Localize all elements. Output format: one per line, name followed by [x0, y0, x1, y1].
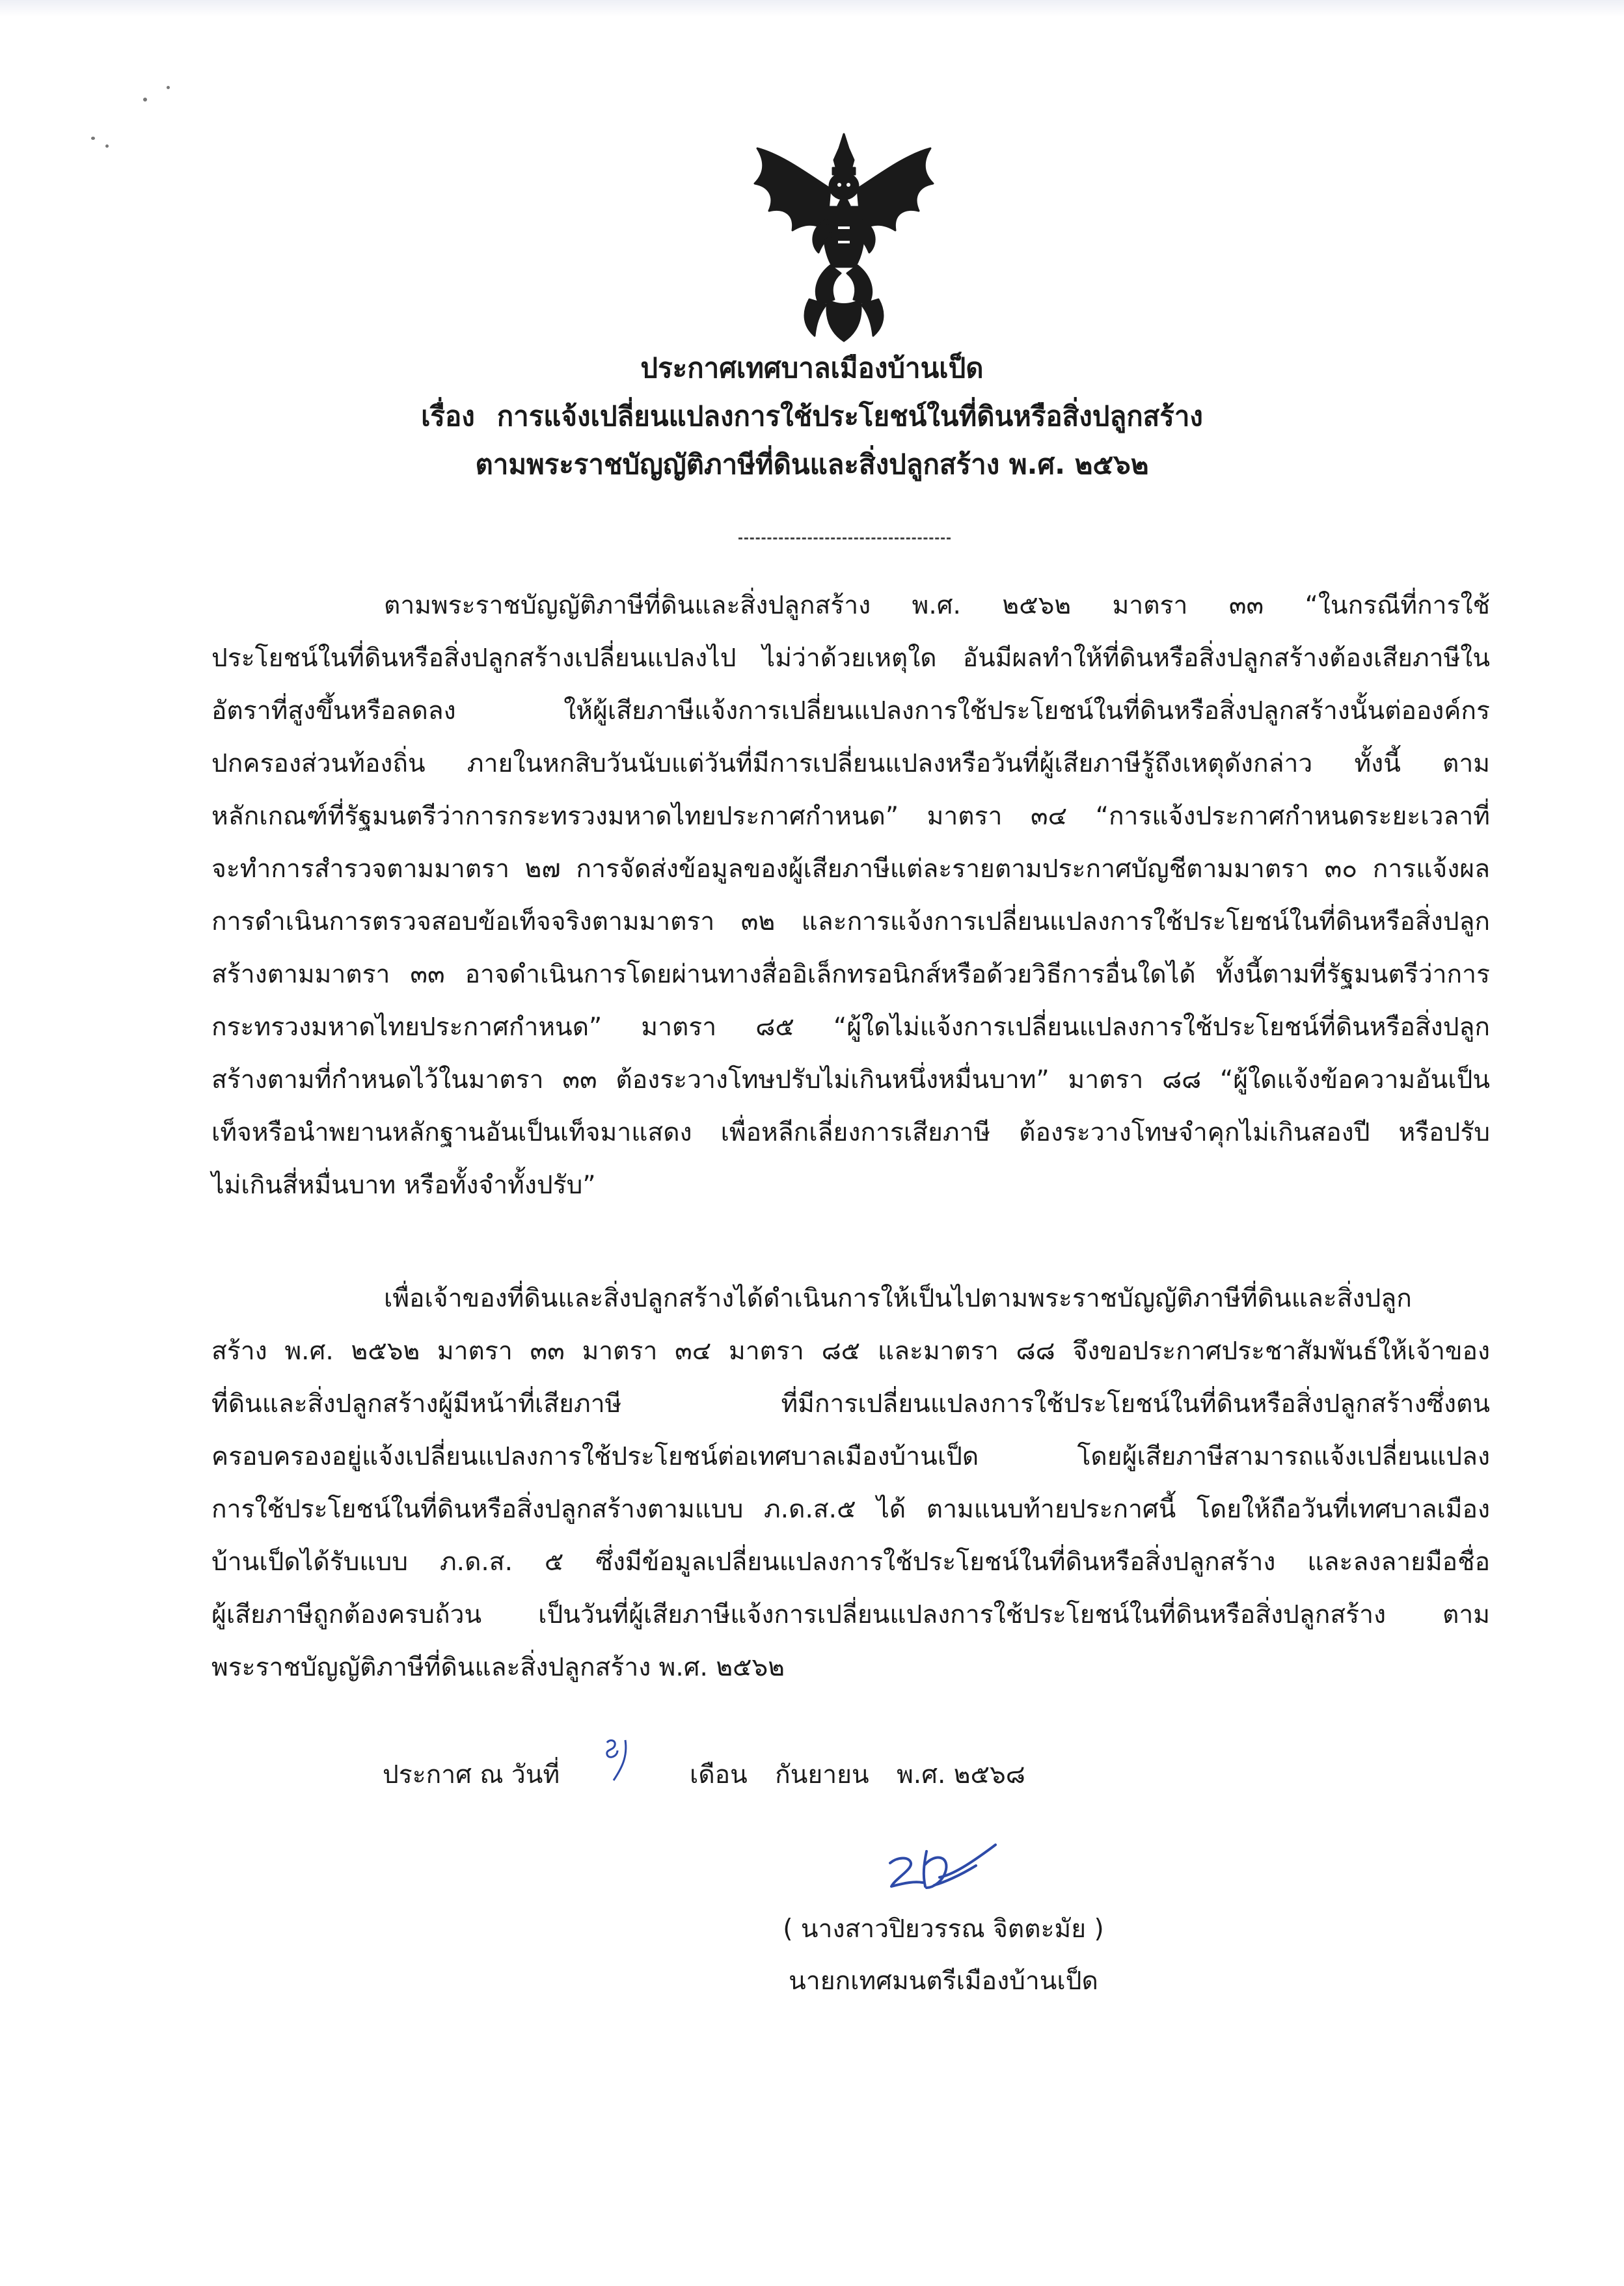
paragraph-line: สร้าง พ.ศ. ๒๕๖๒ มาตรา ๓๓ มาตรา ๓๔ มาตรา ๘๕ และมาตรา ๘๘ จึงขอประกาศประชาสัมพันธ์ให้เจ้าของ [211, 1337, 1490, 1366]
scan-speck [91, 137, 95, 140]
year-value: พ.ศ. ๒๕๖๘ [897, 1760, 1025, 1789]
garuda-emblem-icon [750, 129, 938, 344]
paragraph-line: จะทำการสำรวจตามมาตรา ๒๗ การจัดส่งข้อมูลของผู้เสียภาษีแต่ละรายตามประกาศบัญชีตามมาตรา ๓๐ การแจ้งผล [211, 854, 1490, 884]
month-value: กันยายน [775, 1760, 869, 1789]
paragraph-line: ที่ดินและสิ่งปลูกสร้างผู้มีหน้าที่เสียภาษี ที่มีการเปลี่ยนแปลงการใช้ประโยชน์ในที่ดินหรือสิ่งปลูกสร้างซึ่งตน [211, 1389, 1490, 1419]
scan-edge [0, 0, 1624, 17]
paragraph-line: สร้างตามที่กำหนดไว้ในมาตรา ๓๓ ต้องระวางโทษปรับไม่เกินหนึ่งหมื่นบาท” มาตรา ๘๘ “ผู้ใดแจ้งข้อความอันเป็น [211, 1065, 1490, 1095]
signatory-name: ( นางสาวปิยวรรณ จิตตะมัย ) [783, 1914, 1104, 1944]
scan-speck [143, 98, 147, 102]
paragraph-line: หลักเกณฑ์ที่รัฐมนตรีว่าการกระทรวงมหาดไทยประกาศกำหนด” มาตรา ๓๔ “การแจ้งประกาศกำหนดระยะเวลาที่ [211, 802, 1490, 831]
scan-speck [167, 86, 170, 89]
paragraph-line: สร้างตามมาตรา ๓๓ อาจดำเนินการโดยผ่านทางสื่ออิเล็กทรอนิกส์หรือด้วยวิธีการอื่นใดได้ ทั้งนี้ตามที่รัฐมนตรีว่าการ [211, 960, 1490, 989]
paragraph-line: พระราชบัญญัติภาษีที่ดินและสิ่งปลูกสร้าง พ.ศ. ๒๕๖๒ [211, 1653, 785, 1682]
paragraph-line: การใช้ประโยชน์ในที่ดินหรือสิ่งปลูกสร้างตามแบบ ภ.ด.ส.๕ ได้ ตามแนบท้ายประกาศนี้ โดยให้ถือวันที่เทศบาลเมือง [211, 1495, 1490, 1524]
announcement-dateline [383, 1737, 1045, 1801]
paragraph-line: ครอบครองอยู่แจ้งเปลี่ยนแปลงการใช้ประโยชน์ต่อเทศบาลเมืองบ้านเป็ด โดยผู้เสียภาษีสามารถแจ้งเปลี่ยนแปลง [211, 1442, 1490, 1471]
paragraph-line: ไม่เกินสี่หมื่นบาท หรือทั้งจำทั้งปรับ” [211, 1171, 596, 1200]
body-paragraph-1 [211, 579, 1490, 1212]
dashed-divider [738, 537, 951, 539]
month-label: เดือน [689, 1760, 748, 1789]
body-paragraph-2 [211, 1272, 1490, 1694]
announcement-act-line: ตามพระราชบัญญัติภาษีที่ดินและสิ่งปลูกสร้าง พ.ศ. ๒๕๖๒ [475, 448, 1149, 480]
paragraph-line: ประโยชน์ในที่ดินหรือสิ่งปลูกสร้างเปลี่ยนแปลงไป ไม่ว่าด้วยเหตุใด อันมีผลทำให้ที่ดินหรือสิ่งปลูกสร้างต้องเสียภาษีใน [211, 644, 1490, 673]
scan-speck [105, 144, 109, 148]
subject-label: เรื่อง [421, 400, 475, 432]
handwritten-day [588, 1737, 656, 1801]
subject-text: การแจ้งเปลี่ยนแปลงการใช้ประโยชน์ในที่ดินหรือสิ่งปลูกสร้าง [496, 400, 1203, 432]
paragraph-line: กระทรวงมหาดไทยประกาศกำหนด” มาตรา ๘๕ “ผู้ใดไม่แจ้งการเปลี่ยนแปลงการใช้ประโยชน์ที่ดินหรือสิ่งปลูก [211, 1013, 1490, 1042]
paragraph-line: เท็จหรือนำพยานหลักฐานอันเป็นเท็จมาแสดง เพื่อหลีกเลี่ยงการเสียภาษี ต้องระวางโทษจำคุกไม่เกินสองปี หรือปรับ [211, 1118, 1490, 1147]
signatory-position: นายกเทศมนตรีเมืองบ้านเป็ด [789, 1966, 1098, 1996]
paragraph-line: ปกครองส่วนท้องถิ่น ภายในหกสิบวันนับแต่วันที่มีการเปลี่ยนแปลงหรือวันที่ผู้เสียภาษีรู้ถึงเหตุดังกล่าว ทั้งนี้ ตาม [211, 749, 1490, 778]
paragraph-line: อัตราที่สูงขึ้นหรือลดลง ให้ผู้เสียภาษีแจ้งการเปลี่ยนแปลงการใช้ประโยชน์ในที่ดินหรือสิ่งปลูกสร้างนั้นต่อองค์กร [211, 696, 1490, 726]
announced-at-label: ประกาศ ณ วันที่ [383, 1760, 560, 1789]
announcement-subject [182, 393, 1442, 440]
paragraph-line: การดำเนินการตรวจสอบข้อเท็จจริงตามมาตรา ๓๒ และการแจ้งการเปลี่ยนแปลงการใช้ประโยชน์ในที่ดินหรือสิ่งปลูก [211, 907, 1490, 936]
announcement-title: ประกาศเทศบาลเมืองบ้านเป็ด [640, 352, 984, 384]
paragraph-line: เพื่อเจ้าของที่ดินและสิ่งปลูกสร้างได้ดำเนินการให้เป็นไปตามพระราชบัญญัติภาษีที่ดินและสิ่งปลูก [384, 1284, 1412, 1313]
paragraph-line: บ้านเป็ดได้รับแบบ ภ.ด.ส. ๕ ซึ่งมีข้อมูลเปลี่ยนแปลงการใช้ประโยชน์ในที่ดินหรือสิ่งปลูกสร้าง และลงลายมือชื่อ [211, 1547, 1490, 1577]
handwritten-day-icon [588, 1737, 646, 1783]
paragraph-line: ตามพระราชบัญญัติภาษีที่ดินและสิ่งปลูกสร้าง พ.ศ. ๒๕๖๒ มาตรา ๓๓ “ในกรณีที่การใช้ [384, 591, 1490, 620]
paragraph-line: ผู้เสียภาษีถูกต้องครบถ้วน เป็นวันที่ผู้เสียภาษีแจ้งการเปลี่ยนแปลงการใช้ประโยชน์ในที่ดินหรือสิ่งปลูกสร้าง ตาม [211, 1600, 1490, 1629]
